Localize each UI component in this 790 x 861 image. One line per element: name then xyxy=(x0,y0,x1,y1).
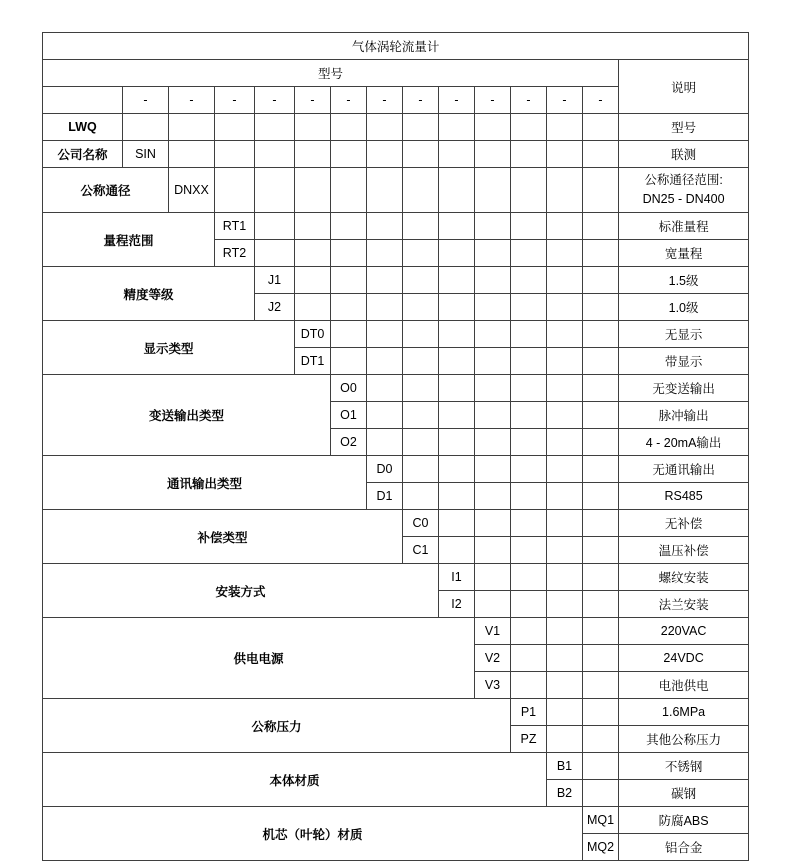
spacer-cell xyxy=(439,213,475,240)
table-row xyxy=(43,699,749,726)
spacer-cell xyxy=(511,591,547,618)
option-description: 无补偿 xyxy=(619,510,749,537)
spacer-cell xyxy=(403,402,439,429)
option-code: V2 xyxy=(475,645,511,672)
spacer-cell xyxy=(511,510,547,537)
spacer-cell xyxy=(547,141,583,168)
spacer-cell xyxy=(475,510,511,537)
spacer-cell xyxy=(331,213,367,240)
table-row xyxy=(43,114,749,141)
spacer-cell xyxy=(295,114,331,141)
spacer-cell xyxy=(475,141,511,168)
option-code: C0 xyxy=(403,510,439,537)
spacer-cell xyxy=(331,114,367,141)
spacer-cell xyxy=(511,402,547,429)
option-code: O2 xyxy=(331,429,367,456)
option-code: DT0 xyxy=(295,321,331,348)
description-line-2: DN25 - DN400 xyxy=(642,192,725,206)
spacer-cell xyxy=(475,348,511,375)
spacer-cell xyxy=(169,141,215,168)
option-description: 温压补偿 xyxy=(619,537,749,564)
option-code: J1 xyxy=(255,267,295,294)
spacer-cell xyxy=(215,114,255,141)
option-code: PZ xyxy=(511,726,547,753)
spacer-cell xyxy=(583,114,619,141)
option-group-label: 补偿类型 xyxy=(43,510,403,564)
spacer-cell xyxy=(439,375,475,402)
spacer-cell xyxy=(331,348,367,375)
spacer-cell xyxy=(583,699,619,726)
spacer-cell xyxy=(439,456,475,483)
spacer-cell xyxy=(583,240,619,267)
spacer-cell xyxy=(331,240,367,267)
spacer-cell xyxy=(439,267,475,294)
spacer-cell xyxy=(331,321,367,348)
spacer-cell xyxy=(583,168,619,213)
spacer-cell xyxy=(367,213,403,240)
spacer-cell xyxy=(475,114,511,141)
spacer-cell xyxy=(547,114,583,141)
spacer-cell xyxy=(511,114,547,141)
spacer-cell xyxy=(547,240,583,267)
spacer-cell xyxy=(547,483,583,510)
table-row xyxy=(43,267,749,294)
option-description: 1.6MPa xyxy=(619,699,749,726)
spacer-cell xyxy=(439,348,475,375)
spacer-cell xyxy=(295,168,331,213)
spacer-cell xyxy=(295,267,331,294)
spacer-cell xyxy=(547,699,583,726)
option-description: 不锈钢 xyxy=(619,753,749,780)
option-description: 联测 xyxy=(619,141,749,168)
table-row xyxy=(43,510,749,537)
option-code: B1 xyxy=(547,753,583,780)
spacer-cell xyxy=(511,564,547,591)
option-description: 螺纹安装 xyxy=(619,564,749,591)
spacer-cell xyxy=(511,429,547,456)
spacer-cell xyxy=(511,375,547,402)
spacer-cell xyxy=(367,294,403,321)
spacer-cell xyxy=(583,483,619,510)
dash-row-spacer xyxy=(43,87,123,114)
spacer-cell xyxy=(403,348,439,375)
spacer-cell xyxy=(583,348,619,375)
model-dash: - xyxy=(169,87,215,114)
spacer-cell xyxy=(475,240,511,267)
spacer-cell xyxy=(439,168,475,213)
option-code: O0 xyxy=(331,375,367,402)
spacer-cell xyxy=(403,375,439,402)
spacer-cell xyxy=(583,726,619,753)
option-description: 碳钢 xyxy=(619,780,749,807)
spacer-cell xyxy=(511,321,547,348)
spacer-cell xyxy=(439,429,475,456)
spacer-cell xyxy=(547,294,583,321)
spacer-cell xyxy=(475,402,511,429)
spacer-cell xyxy=(511,456,547,483)
spacer-cell xyxy=(475,294,511,321)
spacer-cell xyxy=(331,267,367,294)
spacer-cell xyxy=(583,402,619,429)
spacer-cell xyxy=(475,213,511,240)
option-description: 1.0级 xyxy=(619,294,749,321)
model-selection-table xyxy=(42,32,749,861)
spacer-cell xyxy=(547,429,583,456)
model-dash: - xyxy=(295,87,331,114)
spacer-cell xyxy=(439,141,475,168)
option-description: 防腐ABS xyxy=(619,807,749,834)
spacer-cell xyxy=(547,321,583,348)
spacer-cell xyxy=(367,114,403,141)
option-description: 无通讯输出 xyxy=(619,456,749,483)
spacer-cell xyxy=(475,483,511,510)
option-description: 标准量程 xyxy=(619,213,749,240)
model-dash: - xyxy=(331,87,367,114)
spacer-cell xyxy=(367,168,403,213)
spacer-cell xyxy=(547,168,583,213)
spacer-cell xyxy=(547,591,583,618)
option-code: I1 xyxy=(439,564,475,591)
model-header-row xyxy=(43,60,749,87)
table-row xyxy=(43,618,749,645)
spacer-cell xyxy=(547,375,583,402)
option-code: B2 xyxy=(547,780,583,807)
spacer-cell xyxy=(439,483,475,510)
table-row xyxy=(43,456,749,483)
spacer-cell xyxy=(255,168,295,213)
spacer-cell xyxy=(475,267,511,294)
option-group-label: 供电电源 xyxy=(43,618,475,699)
spacer-cell xyxy=(511,294,547,321)
option-group-label: 公称压力 xyxy=(43,699,511,753)
option-code: MQ2 xyxy=(583,834,619,861)
model-dash: - xyxy=(123,87,169,114)
spacer-cell xyxy=(475,429,511,456)
spacer-cell xyxy=(295,240,331,267)
spacer-cell xyxy=(547,402,583,429)
spacer-cell xyxy=(511,267,547,294)
spacer-cell xyxy=(295,141,331,168)
table-row xyxy=(43,807,749,834)
spacer-cell xyxy=(583,780,619,807)
spacer-cell xyxy=(403,168,439,213)
table-row xyxy=(43,375,749,402)
option-group-label: 机芯（叶轮）材质 xyxy=(43,807,583,861)
spacer-cell xyxy=(547,213,583,240)
description-header: 说明 xyxy=(619,60,749,114)
option-code: D0 xyxy=(367,456,403,483)
table-row xyxy=(43,141,749,168)
spacer-cell xyxy=(215,141,255,168)
spacer-cell xyxy=(367,429,403,456)
model-dash: - xyxy=(439,87,475,114)
title-row xyxy=(43,33,749,60)
spacer-cell xyxy=(511,483,547,510)
spacer-cell xyxy=(583,141,619,168)
spacer-cell xyxy=(403,267,439,294)
page-title: 气体涡轮流量计 xyxy=(43,33,749,60)
spacer-cell xyxy=(367,402,403,429)
spacer-cell xyxy=(547,672,583,699)
spacer-cell xyxy=(403,213,439,240)
option-code: C1 xyxy=(403,537,439,564)
option-code: MQ1 xyxy=(583,807,619,834)
option-description: 铝合金 xyxy=(619,834,749,861)
spacer-cell xyxy=(403,321,439,348)
spacer-cell xyxy=(511,645,547,672)
spacer-cell xyxy=(439,537,475,564)
option-group-label: 通讯输出类型 xyxy=(43,456,367,510)
option-code: V3 xyxy=(475,672,511,699)
table-row xyxy=(43,321,749,348)
spacer-cell xyxy=(583,672,619,699)
option-description: 24VDC xyxy=(619,645,749,672)
model-header: 型号 xyxy=(43,60,619,87)
spacer-cell xyxy=(403,294,439,321)
spacer-cell xyxy=(475,375,511,402)
option-code: O1 xyxy=(331,402,367,429)
spacer-cell xyxy=(547,267,583,294)
model-dash: - xyxy=(511,87,547,114)
spacer-cell xyxy=(583,375,619,402)
option-description xyxy=(619,168,749,213)
option-code: J2 xyxy=(255,294,295,321)
spacer-cell xyxy=(295,294,331,321)
spacer-cell xyxy=(511,240,547,267)
spacer-cell xyxy=(255,240,295,267)
spacer-cell xyxy=(583,510,619,537)
spacer-cell xyxy=(583,537,619,564)
spacer-cell xyxy=(255,114,295,141)
spacer-cell xyxy=(547,510,583,537)
option-code: V1 xyxy=(475,618,511,645)
spacer-cell xyxy=(511,213,547,240)
spacer-cell xyxy=(403,141,439,168)
option-description: 其他公称压力 xyxy=(619,726,749,753)
table-row xyxy=(43,168,749,213)
option-description: 电池供电 xyxy=(619,672,749,699)
spacer-cell xyxy=(255,213,295,240)
spacer-cell xyxy=(511,141,547,168)
option-code: I2 xyxy=(439,591,475,618)
spacer-cell xyxy=(439,294,475,321)
option-code: DT1 xyxy=(295,348,331,375)
spacer-cell xyxy=(169,114,215,141)
spacer-cell xyxy=(403,114,439,141)
model-dash: - xyxy=(547,87,583,114)
spacer-cell xyxy=(475,564,511,591)
spacer-cell xyxy=(367,267,403,294)
spacer-cell xyxy=(439,114,475,141)
model-dash: - xyxy=(583,87,619,114)
model-dash: - xyxy=(215,87,255,114)
spacer-cell xyxy=(583,591,619,618)
spacer-cell xyxy=(439,240,475,267)
spacer-cell xyxy=(511,618,547,645)
spacer-cell xyxy=(583,321,619,348)
spacer-cell xyxy=(583,618,619,645)
model-dash: - xyxy=(475,87,511,114)
spacer-cell xyxy=(583,267,619,294)
spacer-cell xyxy=(583,645,619,672)
option-group-label: LWQ xyxy=(43,114,123,141)
spacer-cell xyxy=(583,456,619,483)
spacer-cell xyxy=(367,348,403,375)
table-row xyxy=(43,564,749,591)
spacer-cell xyxy=(547,537,583,564)
spacer-cell xyxy=(367,321,403,348)
table-row xyxy=(43,213,749,240)
spacer-cell xyxy=(583,213,619,240)
spacer-cell xyxy=(367,375,403,402)
spacer-cell xyxy=(583,429,619,456)
spacer-cell xyxy=(511,537,547,564)
spacer-cell xyxy=(475,591,511,618)
model-dash: - xyxy=(367,87,403,114)
option-description: 脉冲输出 xyxy=(619,402,749,429)
option-code: RT2 xyxy=(215,240,255,267)
spacer-cell xyxy=(331,294,367,321)
option-group-label: 本体材质 xyxy=(43,753,547,807)
option-description: 1.5级 xyxy=(619,267,749,294)
option-description: RS485 xyxy=(619,483,749,510)
option-group-label: 公称通径 xyxy=(43,168,169,213)
option-description: 220VAC xyxy=(619,618,749,645)
option-code: RT1 xyxy=(215,213,255,240)
spacer-cell xyxy=(547,645,583,672)
spacer-cell xyxy=(475,456,511,483)
option-description: 4 - 20mA输出 xyxy=(619,429,749,456)
spacer-cell xyxy=(439,510,475,537)
spacer-cell xyxy=(475,321,511,348)
spacer-cell xyxy=(583,753,619,780)
spacer-cell xyxy=(367,240,403,267)
spacer-cell xyxy=(547,456,583,483)
spacer-cell xyxy=(403,483,439,510)
option-description: 无显示 xyxy=(619,321,749,348)
model-dash: - xyxy=(403,87,439,114)
option-group-label: 显示类型 xyxy=(43,321,295,375)
spacer-cell xyxy=(403,456,439,483)
spacer-cell xyxy=(547,618,583,645)
spacer-cell xyxy=(439,321,475,348)
option-group-label: 量程范围 xyxy=(43,213,215,267)
table-body xyxy=(43,33,749,861)
spacer-cell xyxy=(255,141,295,168)
spacer-cell xyxy=(547,726,583,753)
table-row xyxy=(43,753,749,780)
spacer-cell xyxy=(511,672,547,699)
spacer-cell xyxy=(123,114,169,141)
spacer-cell xyxy=(547,564,583,591)
option-description: 带显示 xyxy=(619,348,749,375)
option-group-label: 精度等级 xyxy=(43,267,255,321)
spacer-cell xyxy=(547,348,583,375)
option-description: 型号 xyxy=(619,114,749,141)
option-description: 无变送输出 xyxy=(619,375,749,402)
spacer-cell xyxy=(511,348,547,375)
spacer-cell xyxy=(215,168,255,213)
spacer-cell xyxy=(367,141,403,168)
option-code: P1 xyxy=(511,699,547,726)
spacer-cell xyxy=(331,168,367,213)
spacer-cell xyxy=(511,168,547,213)
option-description: 宽量程 xyxy=(619,240,749,267)
option-group-label: 安装方式 xyxy=(43,564,439,618)
option-code: D1 xyxy=(367,483,403,510)
option-code: DNXX xyxy=(169,168,215,213)
option-group-label: 变送输出类型 xyxy=(43,375,331,456)
model-dash: - xyxy=(255,87,295,114)
spacer-cell xyxy=(475,537,511,564)
option-code: SIN xyxy=(123,141,169,168)
spacer-cell xyxy=(439,402,475,429)
description-line-1: 公称通径范围: xyxy=(644,173,723,188)
spacer-cell xyxy=(475,168,511,213)
spacer-cell xyxy=(403,429,439,456)
spacer-cell xyxy=(583,294,619,321)
spacer-cell xyxy=(583,564,619,591)
option-group-label: 公司名称 xyxy=(43,141,123,168)
option-description: 法兰安装 xyxy=(619,591,749,618)
spacer-cell xyxy=(295,213,331,240)
spacer-cell xyxy=(403,240,439,267)
spacer-cell xyxy=(331,141,367,168)
